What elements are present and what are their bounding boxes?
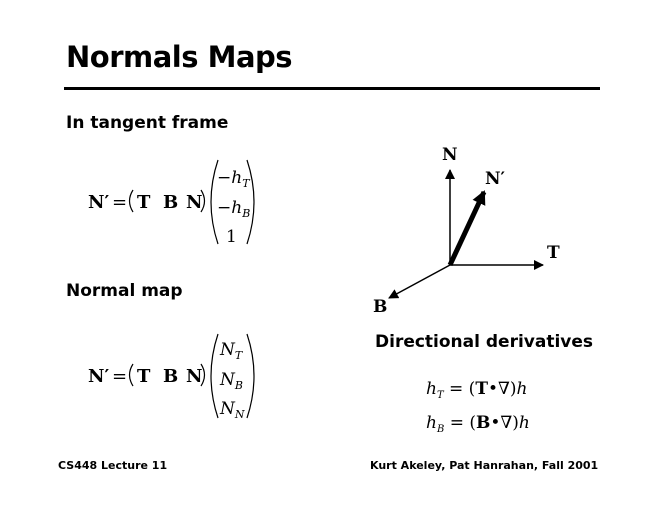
- tangent-frame-diagram: [365, 140, 580, 320]
- row-vector-t: T: [137, 192, 151, 213]
- column-entry-nt: $N_T$: [220, 340, 243, 362]
- column-right-paren: [247, 160, 254, 244]
- n-prime-arrow: [450, 192, 484, 265]
- column-entry-one: 1: [226, 227, 237, 247]
- footer-lecture: CS448 Lecture 11: [58, 459, 168, 472]
- row-vector-b: B: [163, 192, 179, 213]
- tangent-frame-equation: [80, 150, 265, 255]
- column-entry-nn: $N_N$: [220, 399, 245, 421]
- left-paren: [130, 190, 134, 212]
- hb-equation: $h_B$ = (B•∇)h: [426, 413, 530, 435]
- equals-sign: =: [112, 192, 128, 213]
- equation-lhs: N′: [88, 366, 110, 387]
- normal-map-heading: Normal map: [66, 281, 183, 301]
- n-axis-label: N: [442, 145, 458, 165]
- directional-derivative-equations: [420, 370, 580, 440]
- normal-map-equation: [80, 322, 265, 427]
- tangent-frame-heading: In tangent frame: [66, 113, 229, 133]
- row-vector-n: N: [186, 192, 203, 213]
- b-axis-label: B: [373, 297, 388, 317]
- ht-equation: $h_T$ = (T•∇)h: [426, 379, 528, 401]
- left-paren: [130, 364, 134, 386]
- row-vector-t: T: [137, 366, 151, 387]
- footer-authors: Kurt Akeley, Pat Hanrahan, Fall 2001: [370, 459, 599, 472]
- t-axis-label: T: [547, 243, 560, 263]
- row-vector-n: N: [186, 366, 203, 387]
- column-entry-nb: $N_B$: [220, 370, 243, 392]
- directional-derivatives-heading: Directional derivatives: [375, 332, 594, 352]
- column-left-paren: [211, 334, 218, 418]
- slide-title: Normals Maps: [66, 40, 293, 74]
- equals-sign: =: [112, 366, 128, 387]
- title-divider: [64, 87, 600, 90]
- column-right-paren: [247, 334, 254, 418]
- row-vector-b: B: [163, 366, 179, 387]
- b-axis-arrow: [389, 265, 450, 298]
- column-entry-neg-ht: $-h_T$: [217, 168, 250, 190]
- equation-lhs: N′: [88, 192, 110, 213]
- n-prime-label: N′: [485, 169, 506, 189]
- column-entry-neg-hb: $-h_B$: [217, 198, 251, 220]
